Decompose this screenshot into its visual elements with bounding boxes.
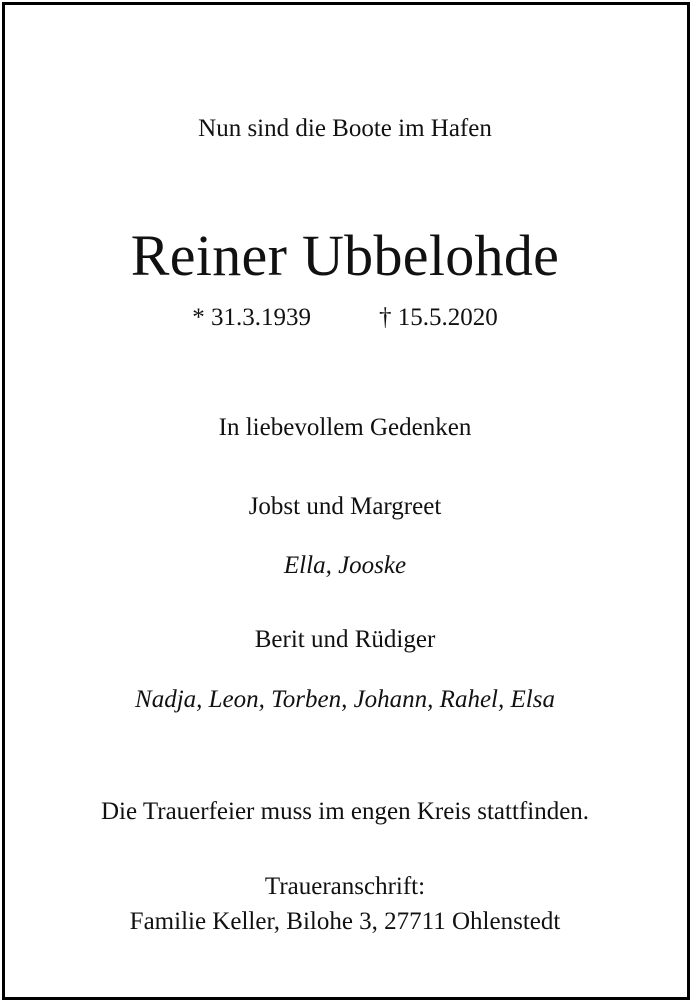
family-children: Nadja, Leon, Torben, Johann, Rahel, Elsa xyxy=(135,686,555,713)
life-dates xyxy=(0,304,690,332)
deceased-name: Reiner Ubbelohde xyxy=(130,223,560,288)
memory-line: In liebevollem Gedenken xyxy=(218,414,472,441)
mourning-address: Familie Keller, Bilohe 3, 27711 Ohlenstedt xyxy=(129,908,561,935)
family-children: Ella, Jooske xyxy=(283,552,407,579)
birth-date: * 31.3.1939 xyxy=(192,304,311,331)
motto: Nun sind die Boote im Hafen xyxy=(198,115,492,142)
family-parents: Jobst und Margreet xyxy=(248,493,442,520)
ceremony-notice: Die Trauerfeier muss im engen Kreis stattfinden. xyxy=(100,798,590,825)
death-date: † 15.5.2020 xyxy=(379,304,498,331)
family-parents: Berit und Rüdiger xyxy=(254,626,436,653)
address-label: Traueranschrift: xyxy=(264,873,426,900)
